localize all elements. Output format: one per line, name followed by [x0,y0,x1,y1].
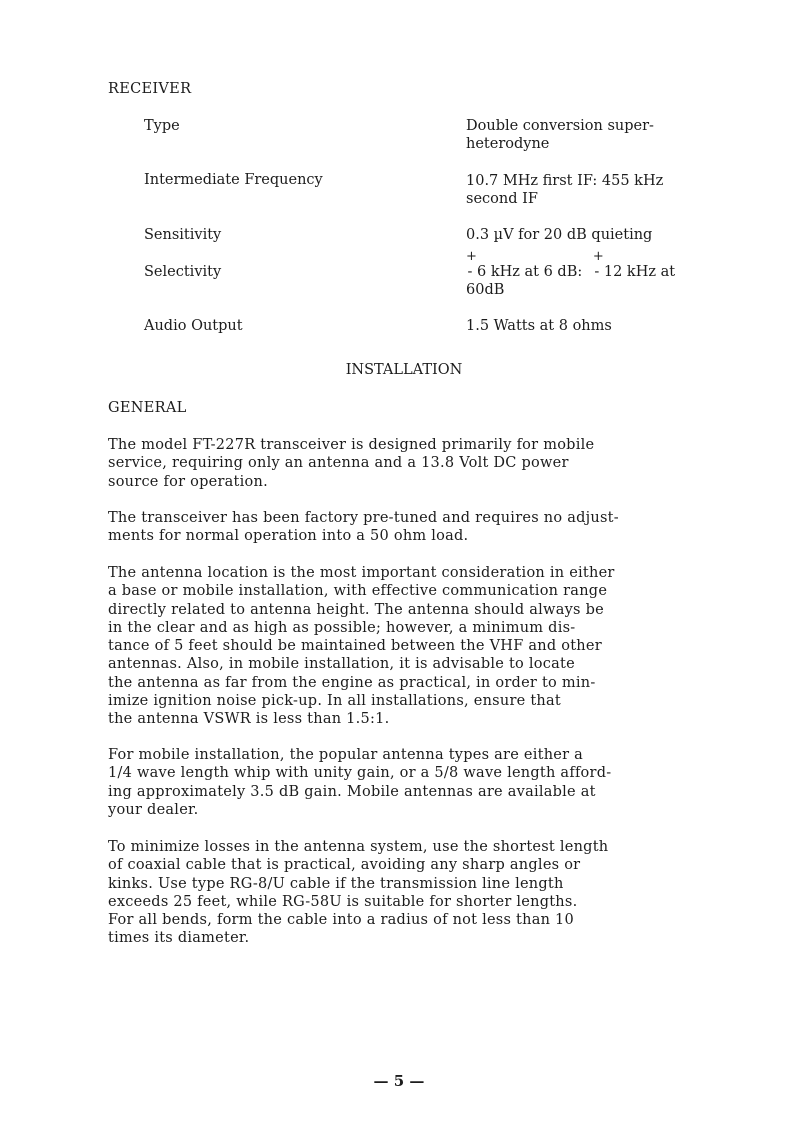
spec-value-line: heterodyne [466,136,550,152]
paragraph-line: source for operation. [108,473,268,490]
paragraph-line: imize ignition noise pick-up. In all installations, ensure that [108,693,561,710]
page-number: — 5 — [373,1072,425,1090]
spec-value-line: second IF [466,191,538,207]
spec-value-line: 1.5 Watts at 8 ohms [466,318,612,334]
paragraph-line: kinks. Use type RG-8/U cable if the transmission line length [108,875,564,892]
paragraph-line: 1/4 wave length whip with unity gain, or a 5/8 wave length afford- [108,765,612,782]
general-heading: GENERAL [108,400,187,416]
receiver-heading: RECEIVER [108,81,192,97]
paragraph-line: times its diameter. [108,930,250,947]
paragraph-line: in the clear and as high as possible; however, a minimum dis- [108,619,576,636]
spec-label-selectivity: Selectivity [144,264,222,280]
paragraph-line: your dealer. [108,801,199,818]
spec-label-sensitivity: Sensitivity [144,227,222,243]
plus-minus-sign: + - [592,249,604,280]
paragraph-line: The transceiver has been factory pre-tuned and requires no adjust- [108,510,619,526]
paragraph-line: of coaxial cable that is practical, avoiding any sharp angles or [108,857,581,874]
spec-label-type: Type [144,118,180,134]
paragraph-line: The model FT-227R transceiver is designed primarily for mobile [108,437,595,453]
paragraph-line: service, requiring only an antenna and a 13.8 Volt DC power [108,455,569,472]
paragraph-line: For mobile installation, the popular antenna types are either a [108,747,584,763]
selectivity-6db: 6 kHz at 6 dB: [477,264,583,280]
paragraph [108,746,668,819]
paragraph-line: ing approximately 3.5 dB gain. Mobile antennas are available at [108,783,596,800]
spec-label-audio: Audio Output [144,318,243,334]
paragraph-line: The antenna location is the most important consideration in either [108,565,615,581]
paragraph-line: a base or mobile installation, with effective communication range [108,583,608,600]
spec-value-selectivity [466,249,706,299]
paragraph-line: the antenna VSWR is less than 1.5:1. [108,711,390,728]
paragraph [108,436,668,491]
selectivity-60db: 12 kHz at [603,264,676,280]
spec-value-sensitivity [466,226,706,244]
paragraph [108,509,668,546]
paragraph-line: antennas. Also, in mobile installation, it is advisable to locate [108,656,575,673]
spec-value-line: 10.7 MHz first IF: 455 kHz [466,173,664,189]
paragraph [108,838,668,948]
paragraph-line: ments for normal operation into a 50 ohm load. [108,528,469,545]
paragraph-line: directly related to antenna height. The antenna should always be [108,601,604,618]
spec-value-type [466,117,706,153]
installation-heading: INSTALLATION [345,362,463,378]
paragraph-line: To minimize losses in the antenna system, use the shortest length [108,839,609,855]
paragraph [108,564,668,729]
spec-value-line: 60dB [466,282,505,298]
paragraph-line: the antenna as far from the engine as practical, in order to min- [108,674,596,691]
paragraph-line: tance of 5 feet should be maintained between the VHF and other [108,638,602,655]
plus-minus-sign: + - [466,249,477,280]
spec-value-line: Double conversion super- [466,118,654,134]
spec-value-audio [466,317,706,335]
spec-value-line: 0.3 µV for 20 dB quieting [466,227,653,243]
spec-label-if: Intermediate Frequency [144,172,323,188]
paragraph-line: For all bends, form the cable into a radius of not less than 10 [108,912,574,929]
spec-value-if [466,172,706,208]
paragraph-line: exceeds 25 feet, while RG-58U is suitable for shorter lengths. [108,893,578,910]
